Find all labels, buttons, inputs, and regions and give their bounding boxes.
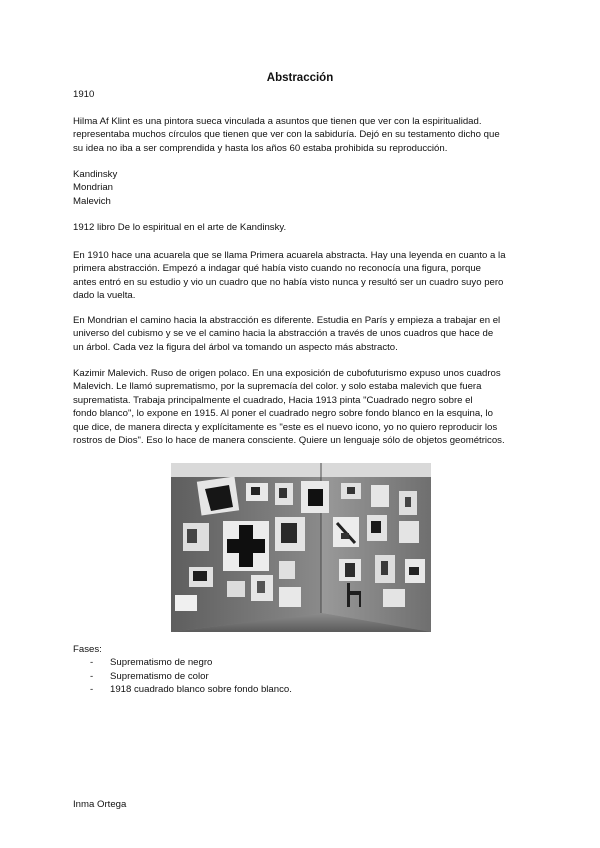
exhibition-photo — [171, 463, 431, 632]
list-marker: - — [90, 684, 94, 696]
text-line: Malevich. Le llamó suprematismo, por la supremacía del color. y solo estaba malevich que fuera — [73, 381, 482, 393]
paragraph-acuarela — [73, 249, 527, 303]
text-line: que dice, de manera directa y explícitamente es "este es el nuevo icono, yo no quiero reproducir los — [73, 421, 498, 433]
exhibition-photo-drawing — [171, 463, 431, 632]
text-line: universo del cubismo y se ve el camino hacia la abstracción a través de unos cuadros que hace de — [73, 328, 494, 340]
list-item-text: 1918 cuadrado blanco sobre fondo blanco. — [110, 684, 292, 696]
list-marker: - — [90, 657, 94, 669]
text-line: Kazimir Malevich. Ruso de origen polaco. En una exposición de cubofuturismo expuso unos cuadros — [73, 368, 501, 379]
text-line: su idea no iba a ser comprendida y hasta los años 60 estaba prohibida su reproducción. — [73, 142, 448, 154]
artist-list — [73, 168, 527, 208]
list-marker: - — [90, 670, 94, 682]
year-text: 1910 — [73, 89, 95, 100]
text-line: Hilma Af Klint es una pintora sueca vinculada a asuntos que tienen que ver con la espiritualidad. — [73, 116, 482, 127]
list-item — [73, 670, 292, 683]
list-item-text: Suprematismo de negro — [110, 657, 213, 669]
fases-section — [73, 643, 292, 697]
paragraph-hilma — [73, 115, 527, 155]
text-line: primera abstracción. Empezó a indagar qué había visto cuando no reconocía una figura, porque — [73, 263, 481, 275]
author-footer: Inma Ortega — [73, 799, 127, 810]
paragraph-kandinsky-book: 1912 libro De lo espiritual en el arte de Kandinsky. — [73, 222, 287, 233]
paragraph-malevich — [73, 367, 527, 447]
page-title: Abstracción — [266, 72, 334, 84]
text-line: rostros de Dios". Eso lo hace de manera consciente. Quiere un lenguaje sólo de objetos geométricos. — [73, 435, 505, 447]
artist-item: Malevich — [73, 195, 111, 207]
paragraph-mondrian — [73, 314, 527, 354]
text-line: fondo blanco", lo expone en 1915. Al poner el cuadrado negro sobre fondo blanco en la esquina, lo — [73, 408, 493, 420]
text-line: suprematista. Trabaja principalmente el cuadrado, Hacia 1913 pinta "Cuadrado negro sobre el — [73, 394, 473, 406]
text-line: antes entró en su estudio y vio un cuadro que no había visto nunca y resultó ser un cuadro suyo pero — [73, 276, 504, 288]
text-line: En Mondrian el camino hacia la abstracción es diferente. Estudia en París y empieza a trabajar en el — [73, 315, 501, 326]
text-line: En 1910 hace una acuarela que se llama Primera acuarela abstracta. Hay una leyenda en cuanto a la — [73, 250, 506, 261]
fases-label: Fases: — [73, 644, 102, 655]
list-item — [73, 683, 292, 696]
artist-item: Kandinsky — [73, 169, 118, 180]
artist-item: Mondrian — [73, 182, 113, 194]
list-item — [73, 656, 292, 669]
text-line: representaba muchos círculos que tienen que ver con la sabiduría. Dejó en su testamento dicho que — [73, 129, 500, 141]
list-item-text: Suprematismo de color — [110, 670, 209, 682]
text-line: un árbol. Cada vez la figura del árbol va tomando un aspecto más abstracto. — [73, 341, 398, 353]
text-line: dado la vuelta. — [73, 290, 136, 302]
